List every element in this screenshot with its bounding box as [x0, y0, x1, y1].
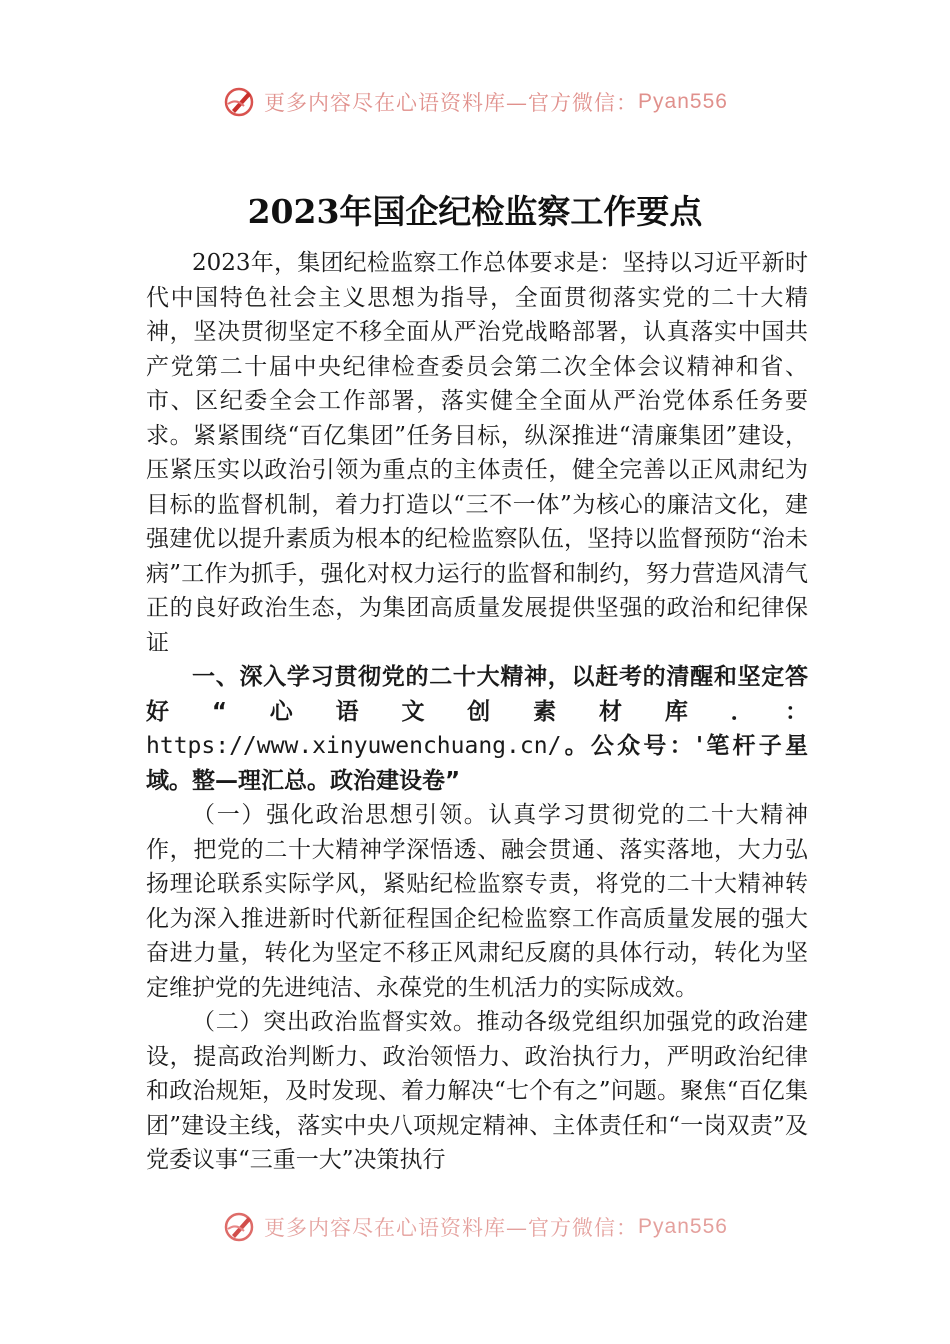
- heading-text-a: 一、深入学习贯彻党的二十大精神，以赶考的清醒和坚定答好“心语文创素材库．：: [146, 664, 808, 725]
- subsection-1-paragraph: （一）强化政治思想引领。认真学习贯彻党的二十大精神作，把党的二十大精神学深悟透、融会贯通、落实落地，大力弘扬理论联系实际学风，紧贴纪检监察专责，将党的二十大精神转化为深入推进新时代新征程国企纪检监察工作高质量发展的强大奋进力量，转化为坚定不移正风肃纪反腐的具体行动，转化为坚定维护党的先进纯洁、永葆党的生机活力的实际成效。: [146, 802, 808, 1001]
- intro-paragraph: 2023年，集团纪检监察工作总体要求是：坚持以习近平新时代中国特色社会主义思想为指导，全面贯彻落实党的二十大精神，坚决贯彻坚定不移全面从严治党战略部署，认真落实中国共产党第二十届中央纪律检查委员会第二次全体会议精神和省、市、区纪委全会工作部署，落实健全全面从严治党体系任务要求。紧紧围绕“百亿集团”任务目标，纵深推进“清廉集团”建设，压紧压实以政治引领为重点的主体责任，健全完善以正风肃纪为目标的监督机制，着力打造以“三不一体”为核心的廉洁文化，建强建优以提升素质为根本的纪检监察队伍，坚持以监督预防“治未病”工作为抓手，强化对权力运行的监督和制约，努力营造风清气正的良好政治生态，为集团高质量发展提供坚强的政治和纪律保证: [146, 250, 808, 656]
- watermark-id: Pyan556: [638, 90, 728, 113]
- page-title: 2023年国企纪检监察工作要点: [247, 192, 703, 231]
- section-heading-1: [146, 660, 808, 798]
- subsection-2-paragraph: （二）突出政治监督实效。推动各级党组织加强党的政治建设，提高政治判断力、政治领悟力、政治执行力，严明政治纪律和政治规矩，及时发现、着力解决“七个有之”问题。聚焦“百亿集团”建设主线，落实中央八项规定精神、主体责任和“一岗双责”及党委议事“三重一大”决策执行: [146, 1009, 808, 1173]
- header-watermark: [0, 84, 950, 120]
- watermark-id: Pyan556: [638, 1215, 728, 1238]
- document-body: [146, 246, 808, 1178]
- heading-text-b: 。公众号：'笔杆子星域。整—理汇总。政治建设卷”: [146, 733, 808, 794]
- footer-watermark: [0, 1209, 950, 1245]
- watermark-text: 更多内容尽在心语资料库—官方微信：: [264, 1216, 639, 1240]
- watermark-text: 更多内容尽在心语资料库—官方微信：: [264, 91, 639, 115]
- pen-logo-icon: [222, 84, 258, 120]
- heading-url: https://www.xinyuwenchuang.cn/: [146, 733, 562, 759]
- pen-logo-icon: [222, 1209, 258, 1245]
